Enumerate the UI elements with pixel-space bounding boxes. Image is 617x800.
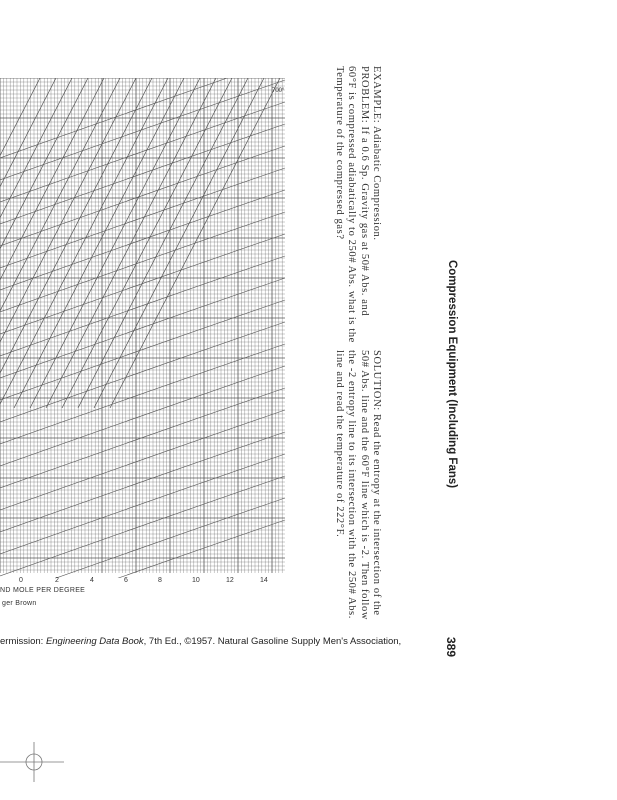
temperature-curve <box>0 190 285 290</box>
mollier-chart <box>0 78 300 578</box>
credit-book-title: Engineering Data Book <box>45 636 144 647</box>
temperature-curve <box>0 366 285 466</box>
temperature-curve <box>0 322 285 422</box>
temperature-curve <box>0 146 285 246</box>
tick-label: 10 <box>192 577 200 584</box>
chart-grid <box>0 78 285 573</box>
temperature-curve <box>0 454 285 554</box>
tick-label: 14 <box>260 577 268 584</box>
credit-rest: , 7th Ed., ©1957. Natural Gasoline Supply Men's Association, <box>143 636 402 647</box>
temperature-curve <box>0 410 285 510</box>
tick-label: 6 <box>124 577 128 584</box>
pressure-line <box>62 78 232 408</box>
tick-label: 8 <box>158 577 162 584</box>
tick-label: 0 <box>19 577 23 584</box>
example-line: Temperature of the compressed gas? <box>334 66 345 240</box>
corner-temp-label: 700° <box>272 88 285 94</box>
temperature-curve <box>0 234 285 334</box>
pressure-line <box>78 78 248 408</box>
tick-label: 4 <box>90 577 94 584</box>
example-line: EXAMPLE: Adiabatic Compression. <box>371 66 382 241</box>
chart-curves <box>0 78 285 578</box>
chart-credit: ger Brown <box>2 600 37 607</box>
example-line: PROBLEM: If a 0.6 Sp. Gravity gas at 50# Abs. and <box>359 66 370 317</box>
solution-line: 50# Abs. line and the 60°F line which is -2. Then follow <box>359 350 370 621</box>
temperature-curve <box>0 520 285 578</box>
running-header: Compression Equipment (Including Fans) <box>446 260 458 489</box>
pressure-line <box>14 78 184 408</box>
solution-line: line and read the temperature of 222°F. <box>334 350 345 538</box>
temperature-curve <box>0 278 285 378</box>
registration-mark-icon <box>0 742 70 782</box>
solution-line: the -2 entropy line to its intersection with the 250# Abs. <box>346 350 357 619</box>
page-number: 389 <box>444 637 458 658</box>
tick-label: 12 <box>226 577 234 584</box>
credit-prefix: ermission: <box>0 636 46 647</box>
tick-label: 2 <box>55 577 59 584</box>
x-axis-title: ND MOLE PER DEGREE <box>0 587 86 594</box>
example-line: 60°F is compressed adiabatically to 250# Abs. what is the <box>346 66 357 343</box>
permission-credit <box>0 636 401 647</box>
solution-line: SOLUTION: Read the entropy at the intersection of the <box>371 350 382 616</box>
